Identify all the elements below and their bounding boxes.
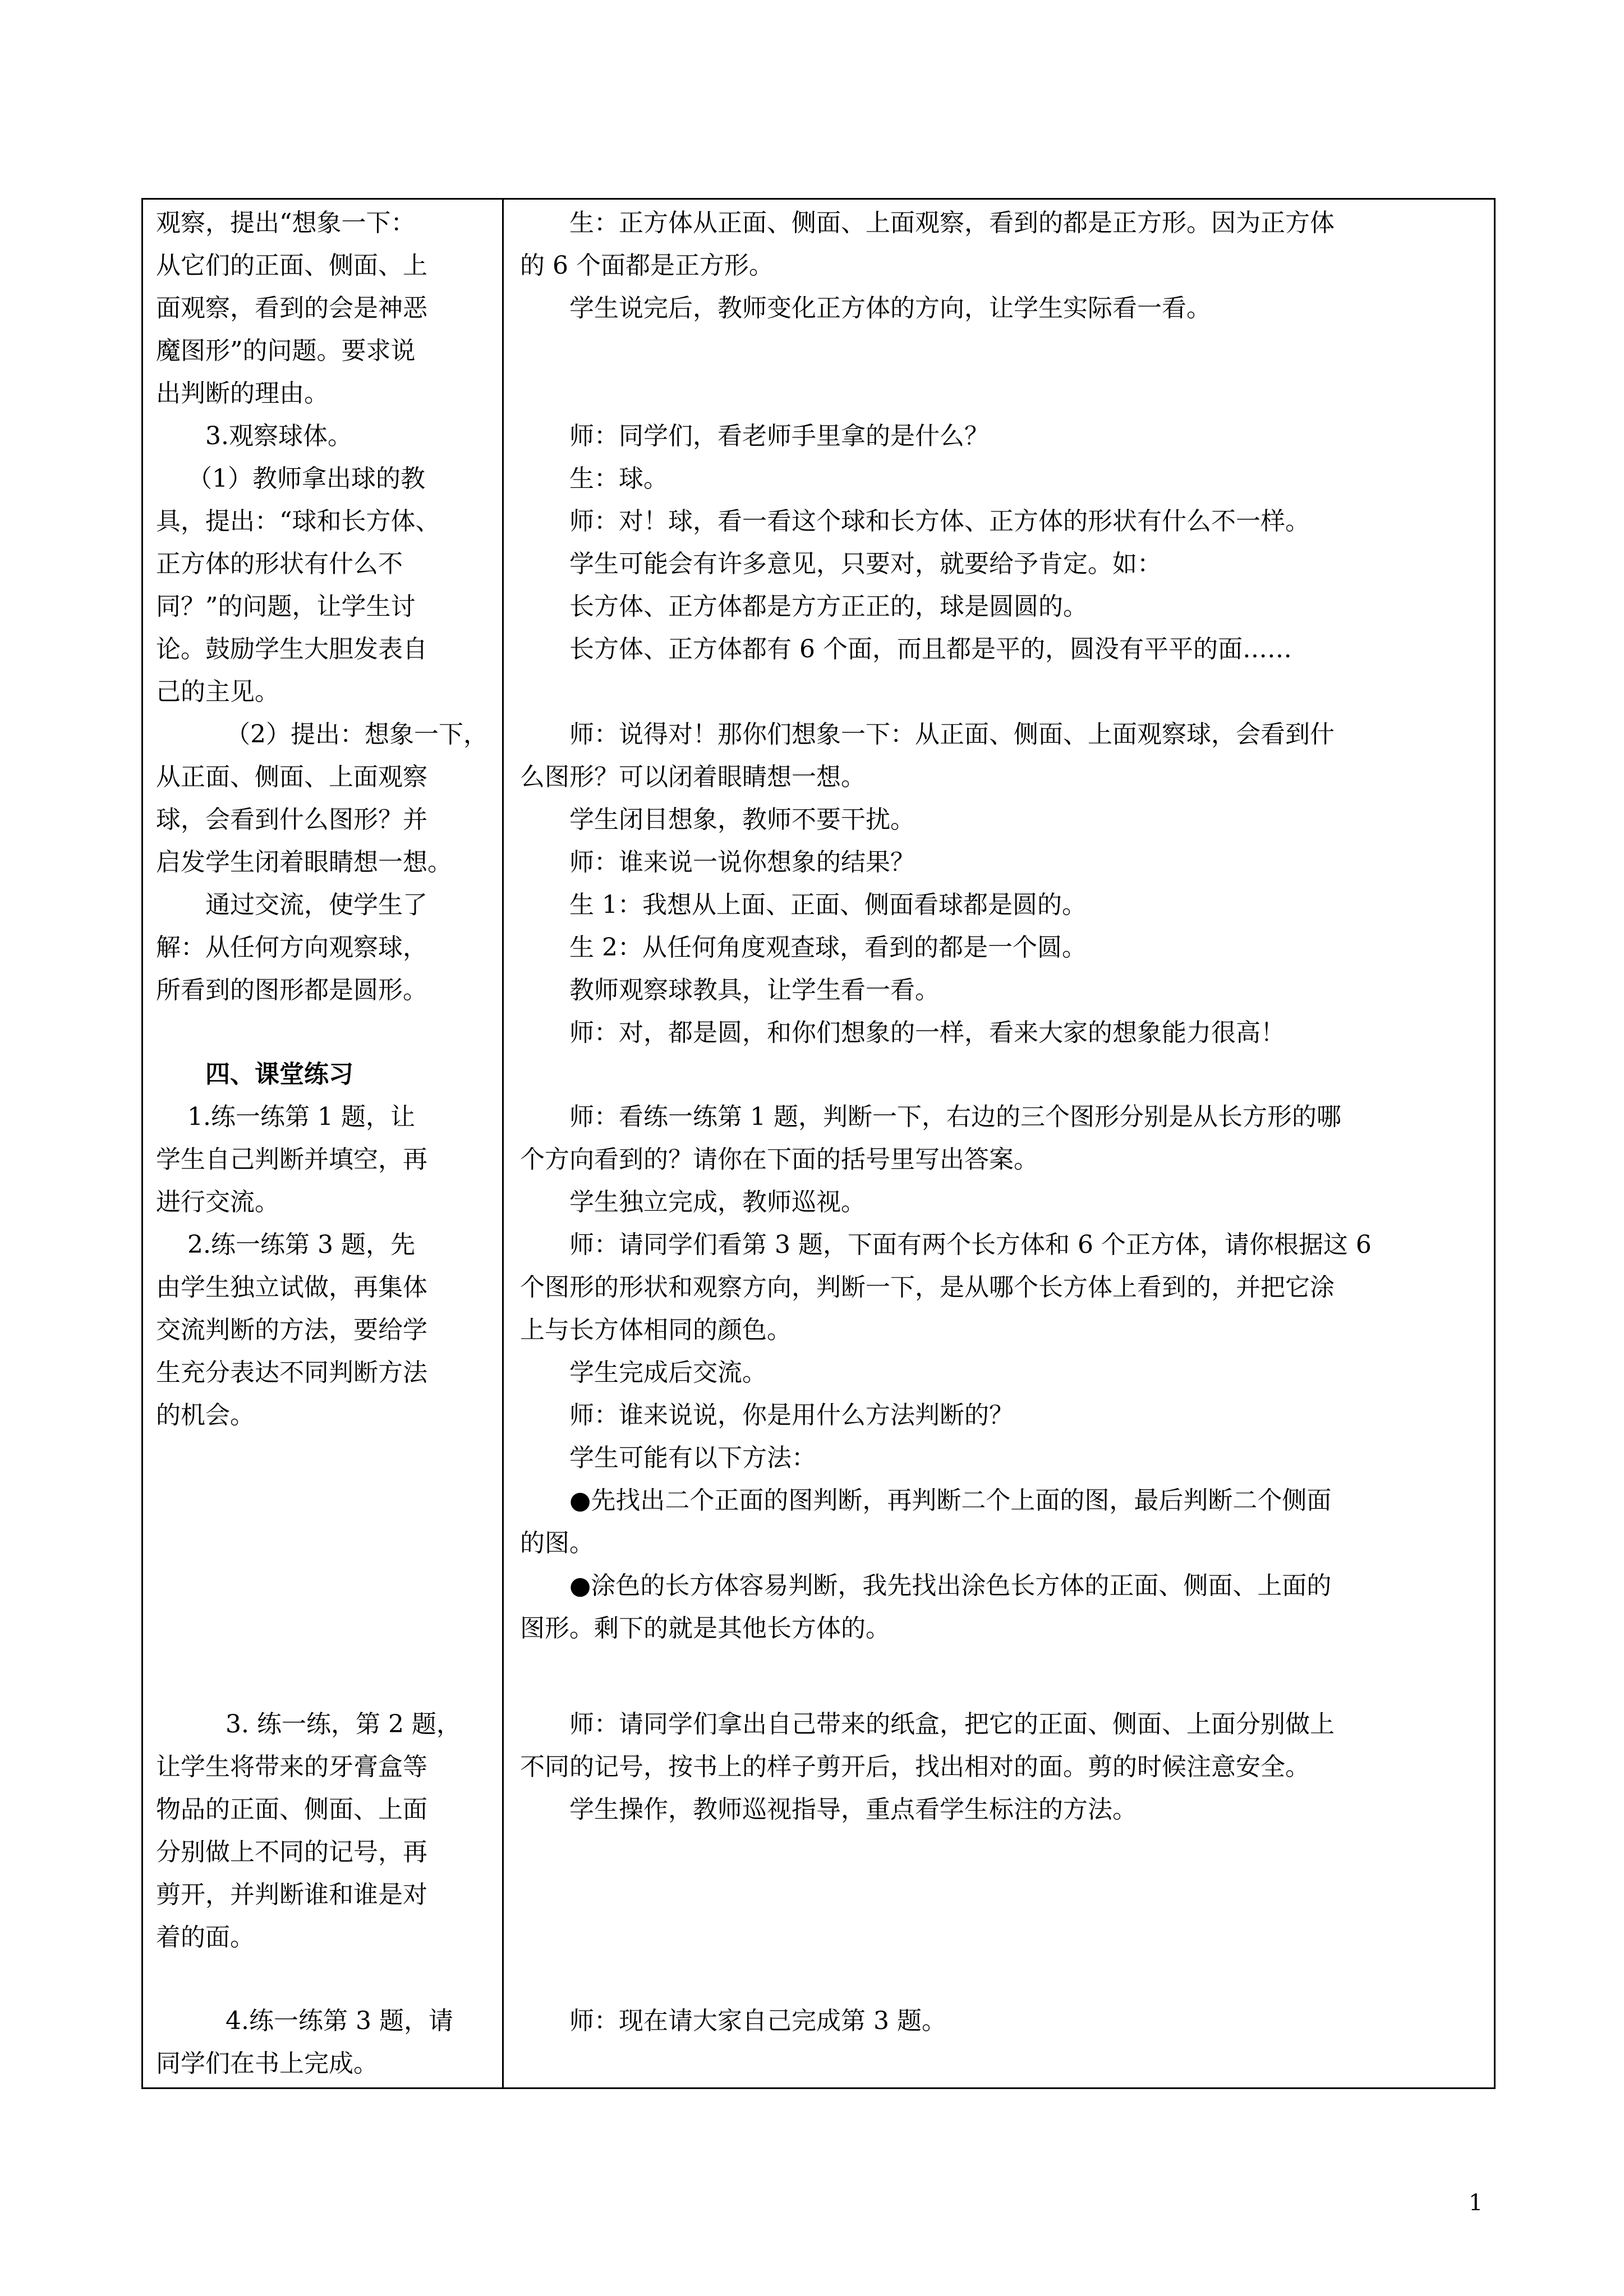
- right-line: 学生可能会有许多意见，只要对，就要给予肯定。如：: [569, 550, 1162, 578]
- left-line: 学生自己判断并填空，再: [156, 1145, 427, 1174]
- right-line: 师：说得对！那你们想象一下：从正面、侧面、上面观察球，会看到什: [569, 720, 1335, 749]
- left-line: 进行交流。: [156, 1188, 279, 1216]
- right-line: ●涂色的长方体容易判断，我先找出涂色长方体的正面、侧面、上面的: [569, 1571, 1332, 1600]
- left-line: 面观察，看到的会是神恶: [156, 294, 427, 322]
- section-heading: 四、课堂练习: [205, 1060, 353, 1089]
- left-line: 剪开，并判断谁和谁是对: [156, 1880, 427, 1909]
- left-line: 球，会看到什么图形？并: [156, 805, 427, 834]
- right-line: 学生操作，教师巡视指导，重点看学生标注的方法。: [569, 1795, 1137, 1824]
- left-line: 论。鼓励学生大胆发表自: [156, 635, 427, 663]
- left-line: 从它们的正面、侧面、上: [156, 251, 427, 280]
- right-line: 学生独立完成，教师巡视。: [569, 1188, 866, 1216]
- left-line: 魔图形”的问题。要求说: [156, 336, 416, 365]
- left-line: 生充分表达不同判断方法: [156, 1358, 427, 1387]
- left-line: 出判断的理由。: [156, 379, 329, 408]
- right-line: 的图。: [520, 1529, 594, 1557]
- right-line: 学生完成后交流。: [569, 1358, 767, 1387]
- right-line: 的 6 个面都是正方形。: [520, 251, 774, 280]
- right-line: 生：正方体从正面、侧面、上面观察，看到的都是正方形。因为正方体: [569, 209, 1335, 237]
- left-line: 从正面、侧面、上面观察: [156, 763, 427, 791]
- left-line: 物品的正面、侧面、上面: [156, 1795, 427, 1824]
- left-line: 2.练一练第 3 题，先: [187, 1230, 415, 1259]
- left-line: 由学生独立试做，再集体: [156, 1273, 427, 1302]
- right-line: 学生说完后，教师变化正方体的方向，让学生实际看一看。: [569, 294, 1211, 322]
- left-line: 分别做上不同的记号，再: [156, 1838, 427, 1866]
- left-line: 启发学生闭着眼睛想一想。: [156, 848, 452, 877]
- left-line: 己的主见。: [156, 677, 279, 706]
- left-line: 让学生将带来的牙膏盒等: [156, 1753, 427, 1781]
- lesson-table: [141, 198, 1496, 2089]
- left-line: （1）教师拿出球的教: [187, 464, 425, 493]
- left-line: 1.练一练第 1 题，让: [187, 1103, 415, 1131]
- right-line: 师：对，都是圆，和你们想象的一样，看来大家的想象能力很高！: [569, 1018, 1285, 1047]
- left-line: 解：从任何方向观察球，: [156, 933, 427, 962]
- left-line: 3. 练一练，第 2 题，: [226, 1710, 461, 1739]
- right-line: 长方体、正方体都是方方正正的，球是圆圆的。: [569, 592, 1088, 621]
- right-line: 生：球。: [569, 464, 668, 493]
- left-line: 观察，提出“想象一下：: [156, 209, 416, 237]
- left-line: 同学们在书上完成。: [156, 2049, 378, 2078]
- left-line: 同？”的问题，让学生讨: [156, 592, 416, 621]
- right-line: 学生闭目想象，教师不要干扰。: [569, 805, 915, 834]
- right-line: 个图形的形状和观察方向，判断一下，是从哪个长方体上看到的，并把它涂: [520, 1273, 1335, 1302]
- left-line: 着的面。: [156, 1923, 255, 1952]
- right-line: 师：对！球，看一看这个球和长方体、正方体的形状有什么不一样。: [569, 507, 1310, 536]
- right-line: 师：现在请大家自己完成第 3 题。: [569, 2007, 946, 2035]
- right-line: 不同的记号，按书上的样子剪开后，找出相对的面。剪的时候注意安全。: [520, 1753, 1310, 1781]
- right-line: 上与长方体相同的颜色。: [520, 1316, 792, 1344]
- left-line: 的机会。: [156, 1401, 255, 1430]
- right-line: ●先找出二个正面的图判断，再判断二个上面的图，最后判断二个侧面: [569, 1486, 1332, 1515]
- left-line: （2）提出：想象一下，: [226, 720, 488, 749]
- right-line: 么图形？可以闭着眼睛想一想。: [520, 763, 866, 791]
- right-line: 教师观察球教具，让学生看一看。: [569, 976, 940, 1004]
- right-line: 生 1：我想从上面、正面、侧面看球都是圆的。: [569, 891, 1087, 919]
- left-line: 交流判断的方法，要给学: [156, 1316, 427, 1344]
- right-line: 长方体、正方体都有 6 个面，而且都是平的，圆没有平平的面……: [569, 635, 1292, 663]
- right-line: 图形。剩下的就是其他长方体的。: [520, 1614, 890, 1643]
- left-line: 所看到的图形都是圆形。: [156, 976, 427, 1004]
- right-line: 师：同学们，看老师手里拿的是什么？: [569, 422, 989, 450]
- left-line: 4.练一练第 3 题，请: [226, 2007, 453, 2035]
- page-number: 1: [1469, 2190, 1483, 2216]
- right-line: 个方向看到的？请你在下面的括号里写出答案。: [520, 1145, 1038, 1174]
- left-line: 具，提出：“球和长方体、: [156, 507, 440, 536]
- left-line: 正方体的形状有什么不: [156, 550, 403, 578]
- right-line: 生 2：从任何角度观查球，看到的都是一个圆。: [569, 933, 1087, 962]
- right-line: 师：看练一练第 1 题，判断一下，右边的三个图形分别是从长方形的哪: [569, 1103, 1341, 1131]
- right-line: 师：请同学们拿出自己带来的纸盒，把它的正面、侧面、上面分别做上: [569, 1710, 1335, 1739]
- right-line: 学生可能有以下方法：: [569, 1444, 816, 1472]
- left-line: 3.观察球体。: [205, 422, 352, 450]
- left-line: 通过交流，使学生了: [205, 891, 427, 919]
- right-line: 师：请同学们看第 3 题，下面有两个长方体和 6 个正方体，请你根据这 6: [569, 1230, 1372, 1259]
- right-line: 师：谁来说一说你想象的结果？: [569, 848, 915, 877]
- column-divider: [502, 200, 504, 2087]
- right-line: 师：谁来说说，你是用什么方法判断的？: [569, 1401, 1014, 1430]
